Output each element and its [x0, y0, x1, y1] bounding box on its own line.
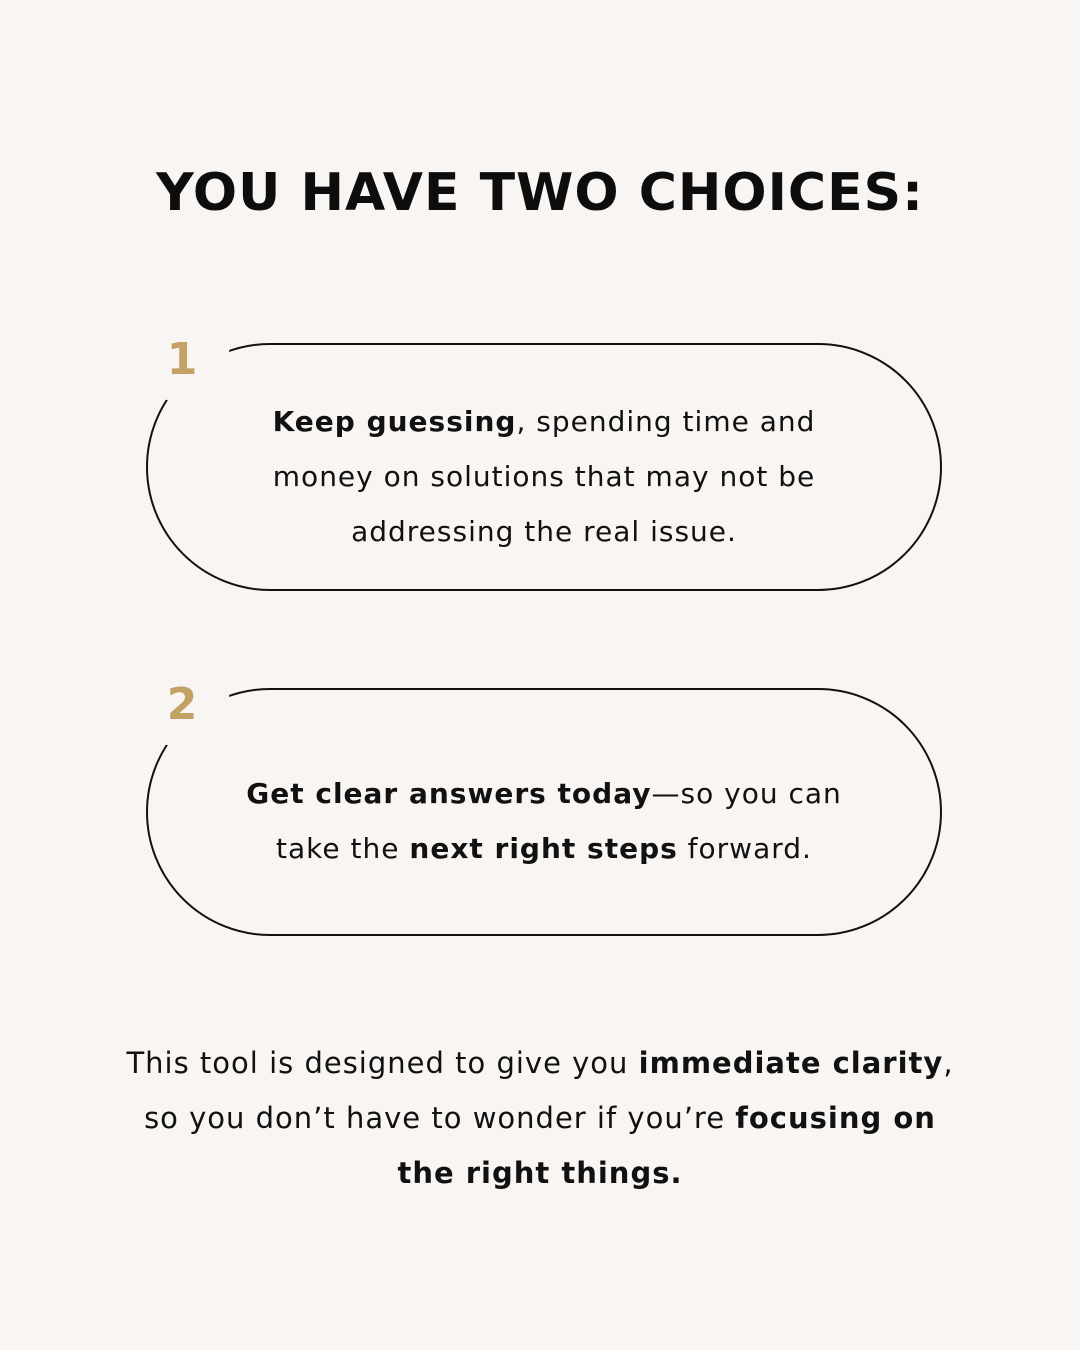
choice-1-text	[238, 394, 850, 559]
footer-lead: This tool is designed to give you	[126, 1046, 639, 1080]
choice-card-1	[146, 343, 942, 591]
choice-card-2	[146, 688, 942, 936]
choice-2-number-badge: 2	[134, 662, 230, 746]
choice-1-bold: Keep guessing	[272, 404, 517, 438]
choice-2-bold-steps: next right steps	[409, 832, 678, 865]
choice-2-end: forward.	[677, 832, 812, 865]
choice-2-middle: —so you can take the	[276, 777, 842, 865]
page-title: YOU HAVE TWO CHOICES:	[156, 163, 924, 223]
footer-bold-clarity: immediate clarity	[638, 1046, 944, 1080]
footer-middle: , so you don’t have to wonder if you’re	[144, 1046, 954, 1135]
choice-1-rest: , spending time and money on solutions that may not be addressing the real issue.	[272, 404, 816, 548]
choice-1-number-badge: 1	[134, 317, 230, 401]
choice-2-bold-lead: Get clear answers today	[246, 777, 652, 810]
choice-2-text	[238, 766, 850, 876]
footer-text	[120, 1036, 960, 1201]
footer-bold-focus: focusing on the right things.	[397, 1101, 936, 1190]
